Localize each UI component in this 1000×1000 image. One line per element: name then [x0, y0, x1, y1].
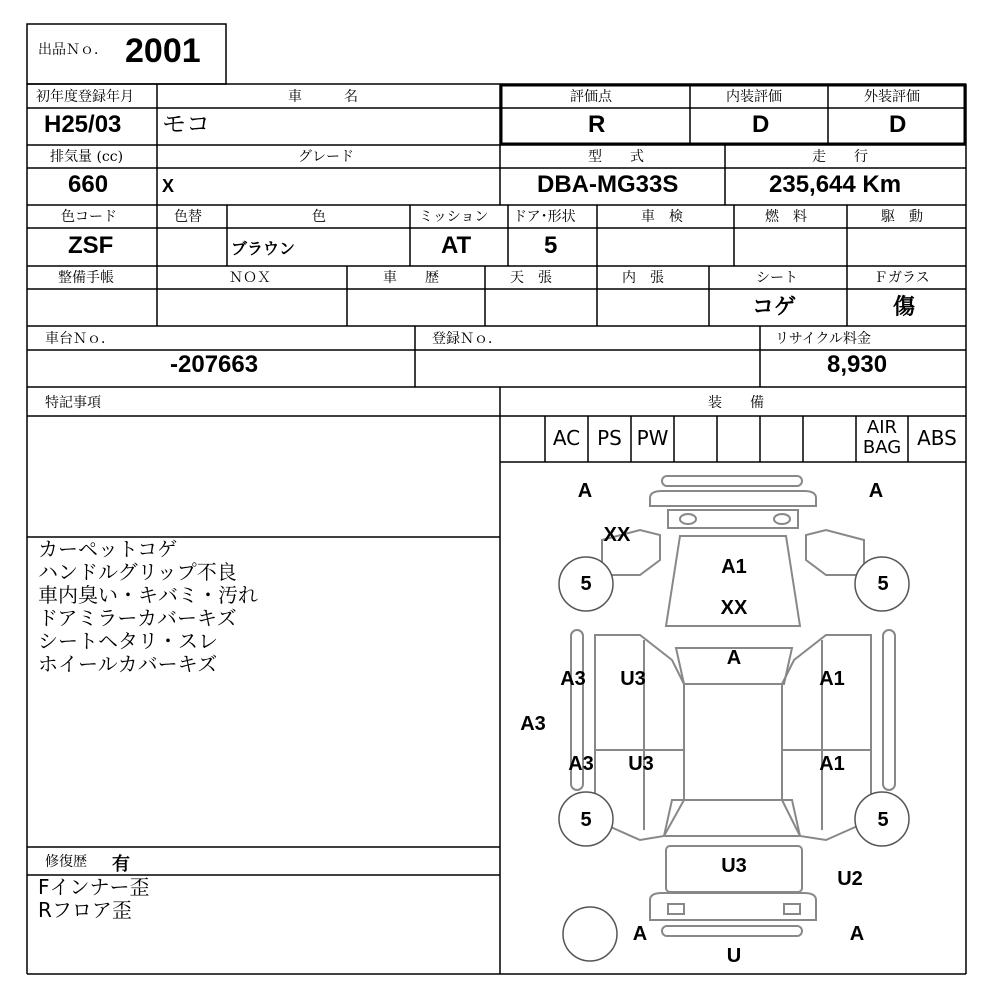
equipment-item-airbag: AIR BAG [862, 417, 902, 458]
note-line: ホイールカバーキズ [38, 652, 218, 676]
door-label: ドア･形状 [513, 209, 576, 225]
recycle-fee-label: リサイクル料金 [775, 331, 872, 347]
car-name-value: モコ [162, 111, 210, 138]
history-label: 車 歴 [383, 270, 439, 286]
mark-roof: A [726, 647, 742, 669]
mission-value: AT [441, 232, 472, 259]
listing-number: 2001 [125, 32, 201, 70]
drive-label: 駆 動 [881, 209, 923, 225]
mark-rear-bumper: U [726, 945, 742, 967]
note-line: 車内臭い・キバミ・汚れ [38, 583, 258, 607]
equipment-item-ps: PS [597, 426, 622, 450]
mark-front-right: A [868, 480, 884, 502]
repair-history-value: 有 [112, 854, 130, 875]
mark-left-rear-door-a: A3 [568, 753, 594, 775]
mark-windshield-top: A1 [721, 556, 747, 578]
front-glass-label: Ｆガラス [874, 270, 930, 286]
inspection-label: 車 検 [641, 209, 683, 225]
mileage-value: 235,644 Km [769, 171, 902, 198]
color-value: ブラウン [231, 239, 296, 258]
displacement-value: 660 [68, 171, 109, 198]
listing-label: 出品Ｎｏ． [38, 42, 108, 58]
mark-rear-right: A [849, 923, 865, 945]
repaint-label: 色替 [174, 209, 202, 225]
interior-trim-label: 内 張 [622, 270, 664, 286]
mark-wheel-rl: 5 [580, 809, 592, 831]
displacement-label: 排気量 (cc) [50, 149, 124, 165]
note-line: カーペットコゲ [38, 537, 178, 561]
mark-right-rear-door: A1 [819, 753, 845, 775]
fuel-label: 燃 料 [765, 209, 807, 225]
equipment-item-ac: AC [552, 426, 581, 450]
note-line: ハンドルグリップ不良 [38, 560, 237, 584]
color-label: 色 [312, 209, 326, 225]
mark-rear-hatch: U3 [721, 855, 747, 877]
mark-left-side: A3 [520, 713, 546, 735]
mark-rear-left: A [632, 923, 648, 945]
mark-windshield-bottom: XX [720, 597, 748, 619]
reg-date-value: H25/03 [44, 111, 122, 138]
mark-wheel-fr: 5 [877, 573, 889, 595]
color-code-label: 色コード [61, 209, 117, 225]
ceiling-label: 天 張 [510, 270, 552, 286]
equipment-label: 装 備 [708, 395, 764, 411]
repair-line: Rフロア歪 [38, 898, 132, 922]
mark-left-front-door-a: A3 [560, 668, 586, 690]
mileage-label: 走 行 [812, 149, 868, 165]
maintenance-log-label: 整備手帳 [58, 270, 114, 286]
mark-right-front-door: A1 [819, 668, 845, 690]
note-line: ドアミラーカバーキズ [38, 606, 237, 630]
equipment-item-abs: ABS [917, 426, 957, 450]
recycle-fee-value: 8,930 [827, 351, 888, 378]
color-code-value: ZSF [68, 232, 114, 259]
mark-left-rear-door-u: U3 [628, 753, 654, 775]
mission-label: ミッション [419, 209, 489, 225]
seat-label: シート [756, 270, 798, 286]
chassis-number-label: 車台Ｎｏ． [45, 331, 115, 347]
equipment-item-pw: PW [636, 426, 669, 450]
mark-wheel-rr: 5 [877, 809, 889, 831]
model-value: DBA-MG33S [537, 171, 679, 198]
repair-history-label: 修復歴 [45, 854, 87, 870]
exterior-score-value: D [889, 111, 907, 138]
mark-wheel-fl: 5 [580, 573, 592, 595]
reg-date-label: 初年度登録年月 [36, 89, 134, 105]
nox-label: ＮＯＸ [229, 270, 271, 286]
note-line: シートヘタリ・スレ [38, 629, 218, 653]
interior-score-label: 内装評価 [726, 89, 782, 105]
score-value: R [588, 111, 606, 138]
grade-value: X [162, 176, 175, 196]
seat-value: コゲ [752, 295, 797, 320]
notes-label: 特記事項 [45, 395, 101, 411]
registration-number-label: 登録Ｎｏ． [432, 331, 502, 347]
car-name-label: 車 名 [288, 89, 358, 105]
interior-score-value: D [752, 111, 770, 138]
score-label: 評価点 [570, 89, 612, 105]
front-glass-value: 傷 [893, 295, 916, 320]
door-value: 5 [544, 232, 558, 259]
grade-label: グレード [298, 149, 354, 165]
model-label: 型 式 [588, 149, 644, 165]
chassis-number-value: -207663 [170, 351, 259, 378]
mark-hood-edge: XX [603, 524, 631, 546]
repair-line: Fインナー歪 [38, 875, 150, 899]
mark-front-left: A [577, 480, 593, 502]
exterior-score-label: 外装評価 [864, 89, 920, 105]
mark-rear-right-quarter: U2 [837, 868, 863, 890]
mark-left-front-door-u: U3 [620, 668, 646, 690]
